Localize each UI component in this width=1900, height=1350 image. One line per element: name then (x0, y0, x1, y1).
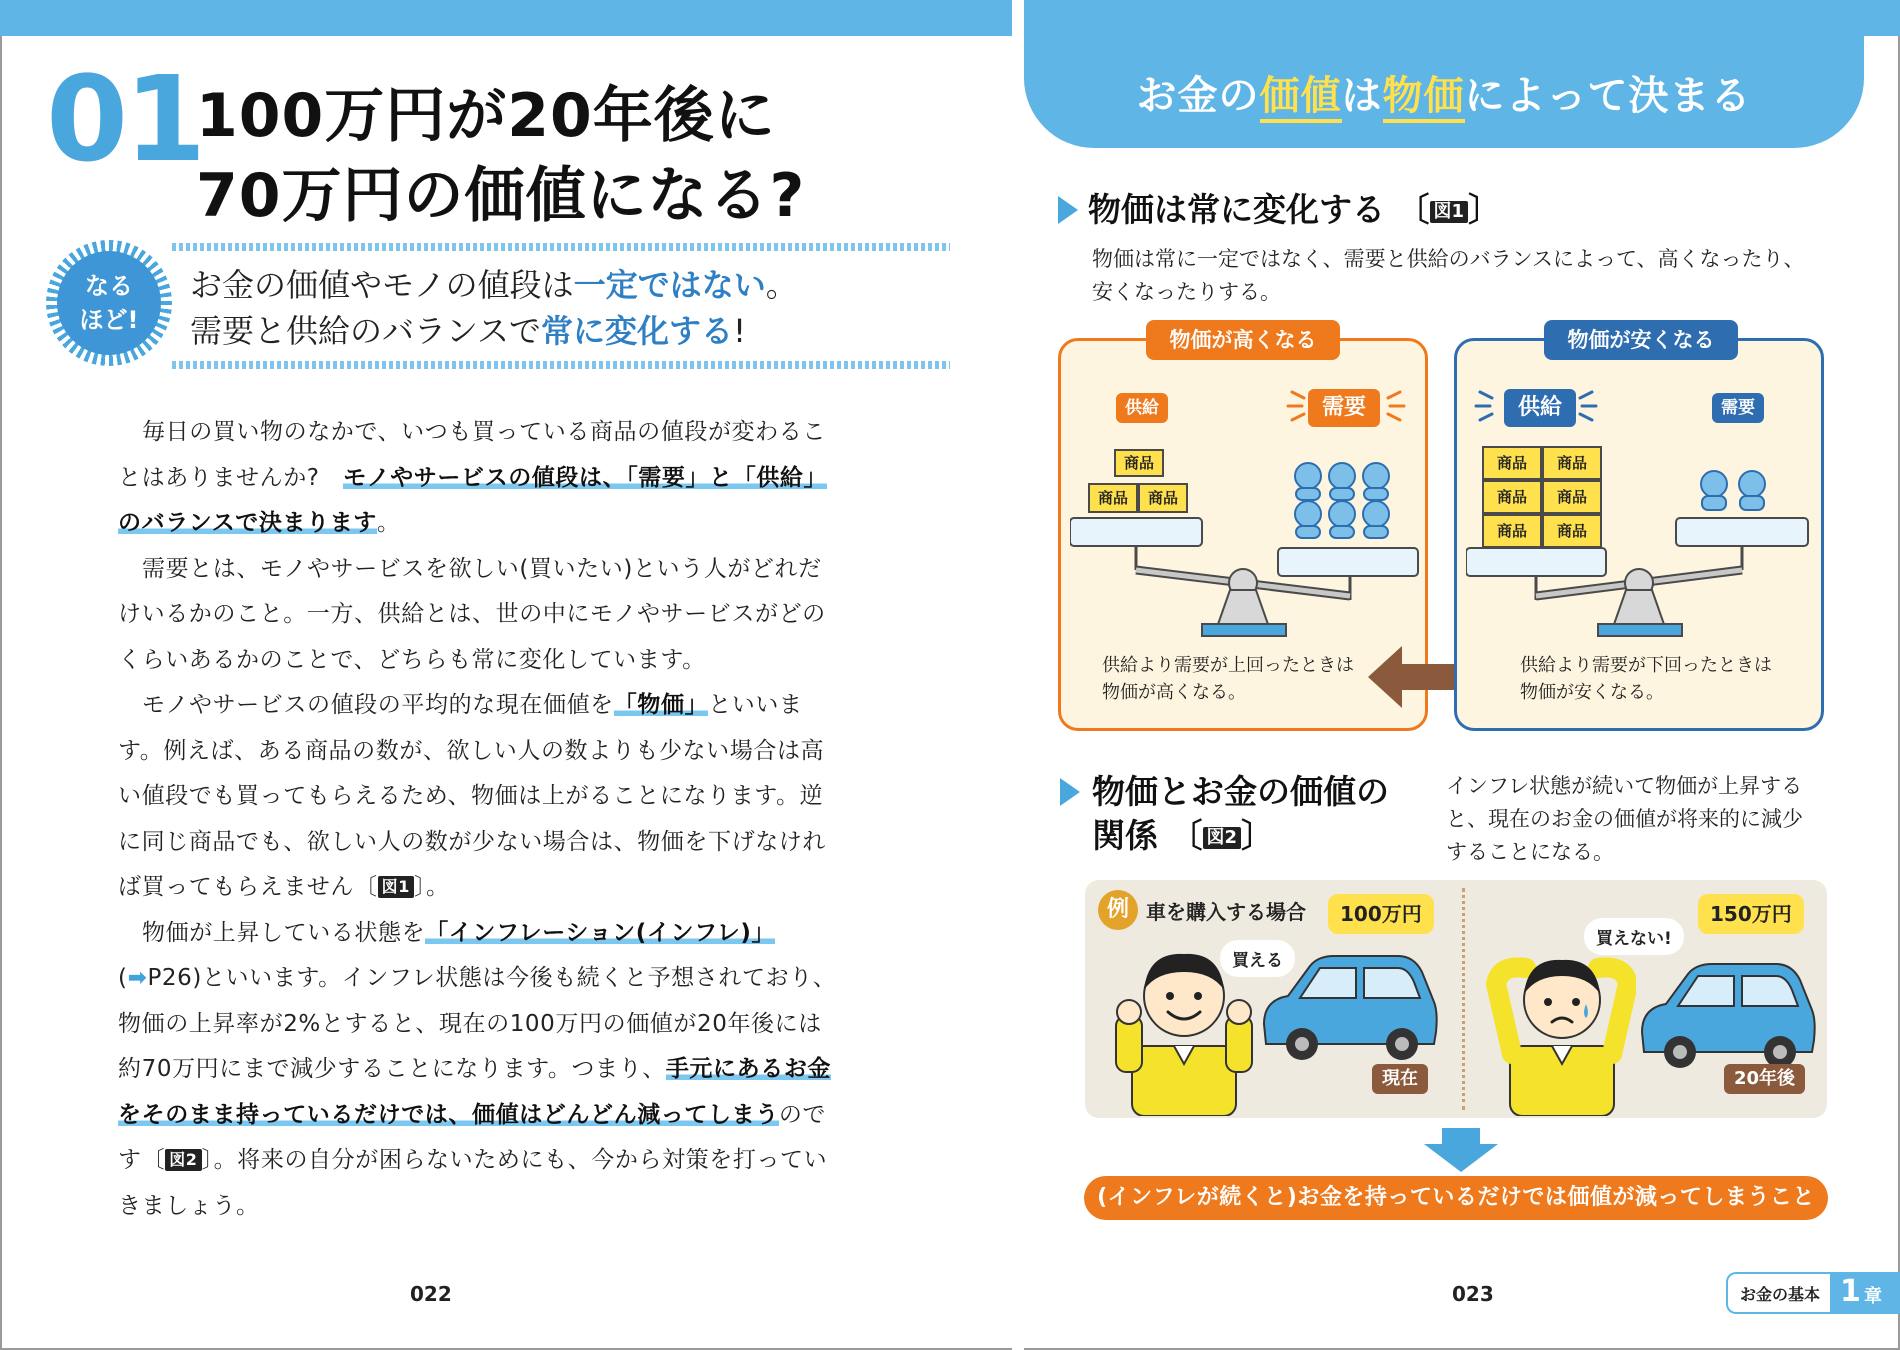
down-arrow-icon (1424, 1128, 1498, 1172)
section-2-title: 物価とお金の価値の 関係 〔 図2 〕 (1092, 772, 1389, 855)
body-text (118, 410, 844, 1229)
paragraph-2: 需要とは、モノやサービスを欲しい(買いたい)という人がどれだけいるかのこと。一方、供給とは、世の中にモノやサービスがどのくらいあるかのことで、どちらも常に変化しています。 (118, 555, 826, 673)
emphasis: 「物価」 (613, 692, 709, 718)
chapter-tab[interactable] (1726, 1272, 1900, 1314)
emphasis: 手元にあるお金をそのまま持っているだけでは、価値はどんどん減ってしまう (118, 1056, 832, 1128)
section-marker-icon (1058, 196, 1078, 224)
right-header-title: お金の価値は物価によって決まる (1024, 64, 1864, 121)
band-bottom-dashes (172, 361, 950, 369)
price-now: 100万円 (1328, 894, 1434, 934)
speech-bubble-can-buy: 買える (1220, 940, 1295, 977)
figure-tag: 図1 (1430, 201, 1469, 223)
summary-text: お金の価値やモノの値段は (190, 266, 574, 304)
goods-box: 商品 (1482, 480, 1542, 514)
page-number-left: 022 (410, 1282, 452, 1306)
figure-divider (1462, 888, 1465, 1110)
example-badge: 例 (1098, 890, 1138, 930)
example-label: 車を購入する場合 (1146, 900, 1306, 924)
chapter-number: 1 (1840, 1274, 1861, 1309)
paragraph-4: 物価が上昇している状態を「インフレーション(インフレ)」(➡P26)といいます。インフレ状態は今後も続くと予想されており、物価の上昇率が2%とすると、現在の100万円の価値が20年後には約70万円にまで減少することになります。つまり、手元にあるお金をそのまま持っているだけでは、価値はどんどん減ってしまうのです〔 図2 〕。将来の自分が困らないためにも、今から対策を打っていきましょう。 (118, 919, 837, 1219)
goods-box: 商品 (1114, 449, 1164, 477)
price-future: 150万円 (1698, 894, 1804, 934)
goods-box: 商品 (1542, 480, 1602, 514)
worried-person-illustration (1486, 944, 1636, 1116)
panel-low-caption: 供給より需要が下回ったときは 物価が安くなる。 (1520, 655, 1772, 703)
spread-gutter (1012, 0, 1024, 1350)
section-number: 01 (46, 50, 203, 188)
demand-label: 需要 (1712, 393, 1764, 423)
summary-text: 需要と供給のバランスで (190, 312, 542, 350)
figure-tag: 図2 (1203, 827, 1242, 849)
goods-box: 商品 (1482, 446, 1542, 480)
page-title (196, 76, 805, 236)
summary-highlight: 常に変化する (541, 312, 734, 350)
badge-line-2: ほど! (79, 306, 139, 334)
summary-text: 。 (765, 266, 798, 304)
goods-box: 商品 (1138, 483, 1188, 513)
goods-box: 商品 (1542, 514, 1602, 548)
goods-box: 商品 (1542, 446, 1602, 480)
happy-person-illustration (1108, 944, 1258, 1116)
chapter-suffix: 章 (1864, 1286, 1882, 1307)
naruhodo-summary (190, 262, 798, 354)
demand-label-large: 需要 (1308, 389, 1380, 427)
section-1-description: 物価は常に一定ではなく、需要と供給のバランスによって、高くなったり、 安くなったりする。 (1092, 247, 1805, 304)
badge-line-1: なる (85, 272, 133, 300)
section-marker-icon (1060, 778, 1080, 806)
chapter-tab-label: お金の基本 (1740, 1285, 1821, 1304)
title-line-2: 70万円の価値になる? (196, 161, 806, 231)
band-top-dashes (172, 243, 950, 251)
top-accent-bar (0, 0, 1900, 36)
page-number-right: 023 (1452, 1282, 1494, 1306)
figure-ref-tag: 図1 (378, 876, 414, 898)
arrow-right-icon[interactable]: ➡ (127, 965, 148, 991)
figure-ref-tag: 図2 (165, 1149, 201, 1171)
supply-label: 供給 (1116, 393, 1168, 423)
goods-stack (1482, 446, 1602, 548)
conclusion-banner: (インフレが続くと)お金を持っているだけでは価値が減ってしまうことも! (1084, 1176, 1828, 1220)
summary-highlight: 一定ではない (573, 266, 766, 304)
emphasis: モノやサービスの値段は、「需要」と「供給」のバランスで決まります (118, 464, 828, 536)
label-20-years-later: 20年後 (1724, 1064, 1805, 1094)
panel-low-tab: 物価が安くなる (1544, 320, 1738, 360)
car-now-icon (1258, 952, 1440, 1062)
paragraph-3: モノやサービスの値段の平均的な現在価値を「物価」といいます。例えば、ある商品の数が、欲しい人の数よりも少ない場合は高い値段でも買ってもらえるため、物価は上がることになります。逆に同じ商品でも、欲しい人の数が少ない場合は、物価を下げなければ買ってもらえません〔 図1 〕。 (118, 692, 826, 900)
emphasis: 「インフレーション(インフレ)」 (425, 919, 776, 946)
summary-text: ! (733, 312, 746, 350)
speech-bubble-cannot-buy: 買えない! (1584, 918, 1684, 955)
goods-box: 商品 (1088, 483, 1138, 513)
section-1-title: 物価は常に変化する 〔 図1 〕 (1088, 190, 1502, 229)
supply-label-large: 供給 (1504, 389, 1576, 427)
naruhodo-badge (46, 240, 172, 366)
goods-box: 商品 (1482, 514, 1542, 548)
title-line-1: 100万円が20年後に (196, 81, 776, 151)
section-2-description: インフレ状態が続いて物価が上昇する と、現在のお金の価値が将来的に減少 することになる。 (1446, 774, 1803, 864)
crowd-icon (1290, 458, 1398, 550)
two-people-icon (1696, 466, 1772, 518)
label-now: 現在 (1372, 1064, 1428, 1094)
paragraph-1: 毎日の買い物のなかで、いつも買っている商品の値段が変わることはありませんか? モノやサービスの値段は、「需要」と「供給」のバランスで決まります。 (118, 419, 828, 536)
car-future-icon (1636, 960, 1818, 1070)
panel-high-tab: 物価が高くなる (1146, 320, 1340, 360)
panel-high-caption: 供給より需要が上回ったときは 物価が高くなる。 (1102, 655, 1354, 703)
